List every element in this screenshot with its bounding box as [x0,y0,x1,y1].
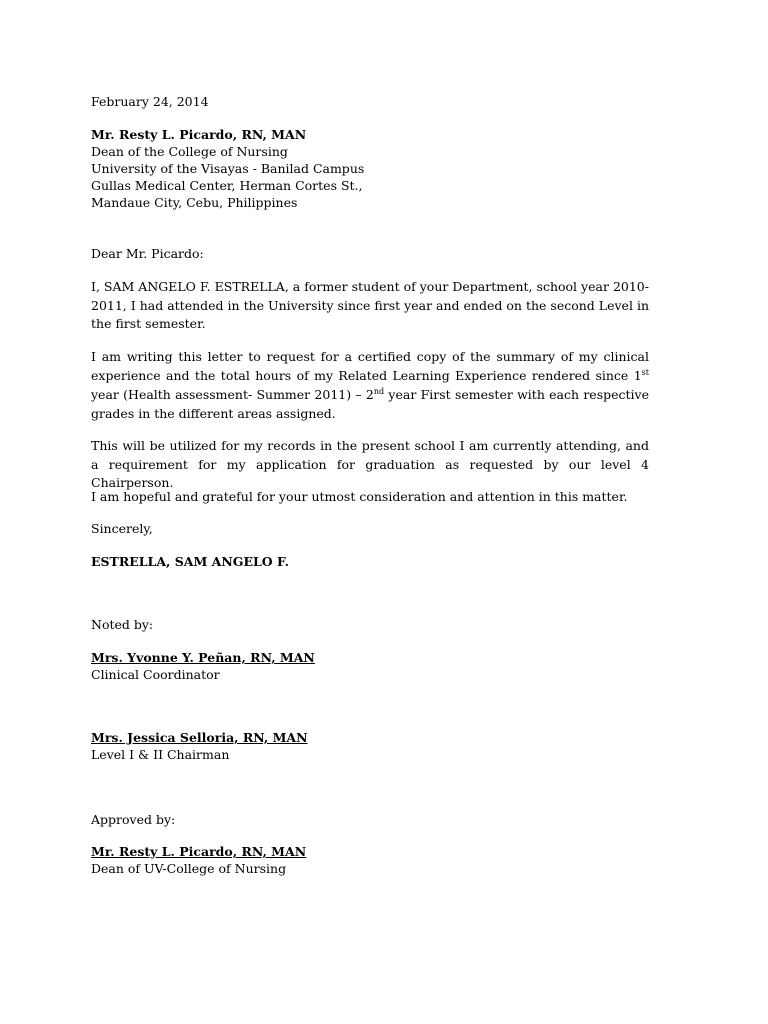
signatory-name: Mr. Resty L. Picardo, RN, MAN [91,844,307,859]
recipient-line: University of the Visayas - Banilad Campus [91,161,365,176]
paragraph-2 [91,347,649,423]
sender-name: ESTRELLA, SAM ANGELO F. [91,554,289,569]
paragraph-2-text: I am writing this letter to request for a certified copy of the summary of my clinical experience and the total hours of my Related Learning Experience rendered since 1 [91,349,649,383]
letter-date: February 24, 2014 [91,94,209,109]
paragraph-2-text: year (Health assessment- Summer 2011) – 2 [91,387,374,402]
salutation: Dear Mr. Picardo: [91,246,204,261]
closing: Sincerely, [91,521,153,536]
recipient-name: Mr. Resty L. Picardo, RN, MAN [91,127,307,142]
paragraph-2-text: year First semester with each respective grades in the different areas assigned. [91,387,649,421]
noted-signatory-2 [91,729,649,763]
recipient-line: Mandaue City, Cebu, Philippines [91,195,298,210]
paragraph-1: I, SAM ANGELO F. ESTRELLA, a former student of your Department, school year 2010-2011, I had attended in the University since first year and ended on the second Level in the first semester. [91,279,649,331]
superscript: nd [373,386,385,396]
approved-by-label: Approved by: [91,812,176,827]
paragraph-3: This will be utilized for my records in the present school I am currently attending, and a requirement for my application for graduation as requested by our level 4 Chairperson. [91,438,649,490]
signatory-name: Mrs. Yvonne Y. Peñan, RN, MAN [91,650,315,665]
signatory-title: Level I & II Chairman [91,747,230,762]
noted-by-label: Noted by: [91,617,154,632]
signatory-title: Dean of UV-College of Nursing [91,861,287,876]
approver-signatory [91,843,649,877]
recipient-line: Dean of the College of Nursing [91,144,288,159]
paragraph-4: I am hopeful and grateful for your utmost consideration and attention in this matter. [91,489,628,504]
superscript: st [641,367,649,377]
signatory-name: Mrs. Jessica Selloria, RN, MAN [91,730,308,745]
recipient-line: Gullas Medical Center, Herman Cortes St., [91,178,363,193]
noted-signatory-1 [91,649,649,683]
signatory-title: Clinical Coordinator [91,667,220,682]
recipient-address [91,126,649,211]
